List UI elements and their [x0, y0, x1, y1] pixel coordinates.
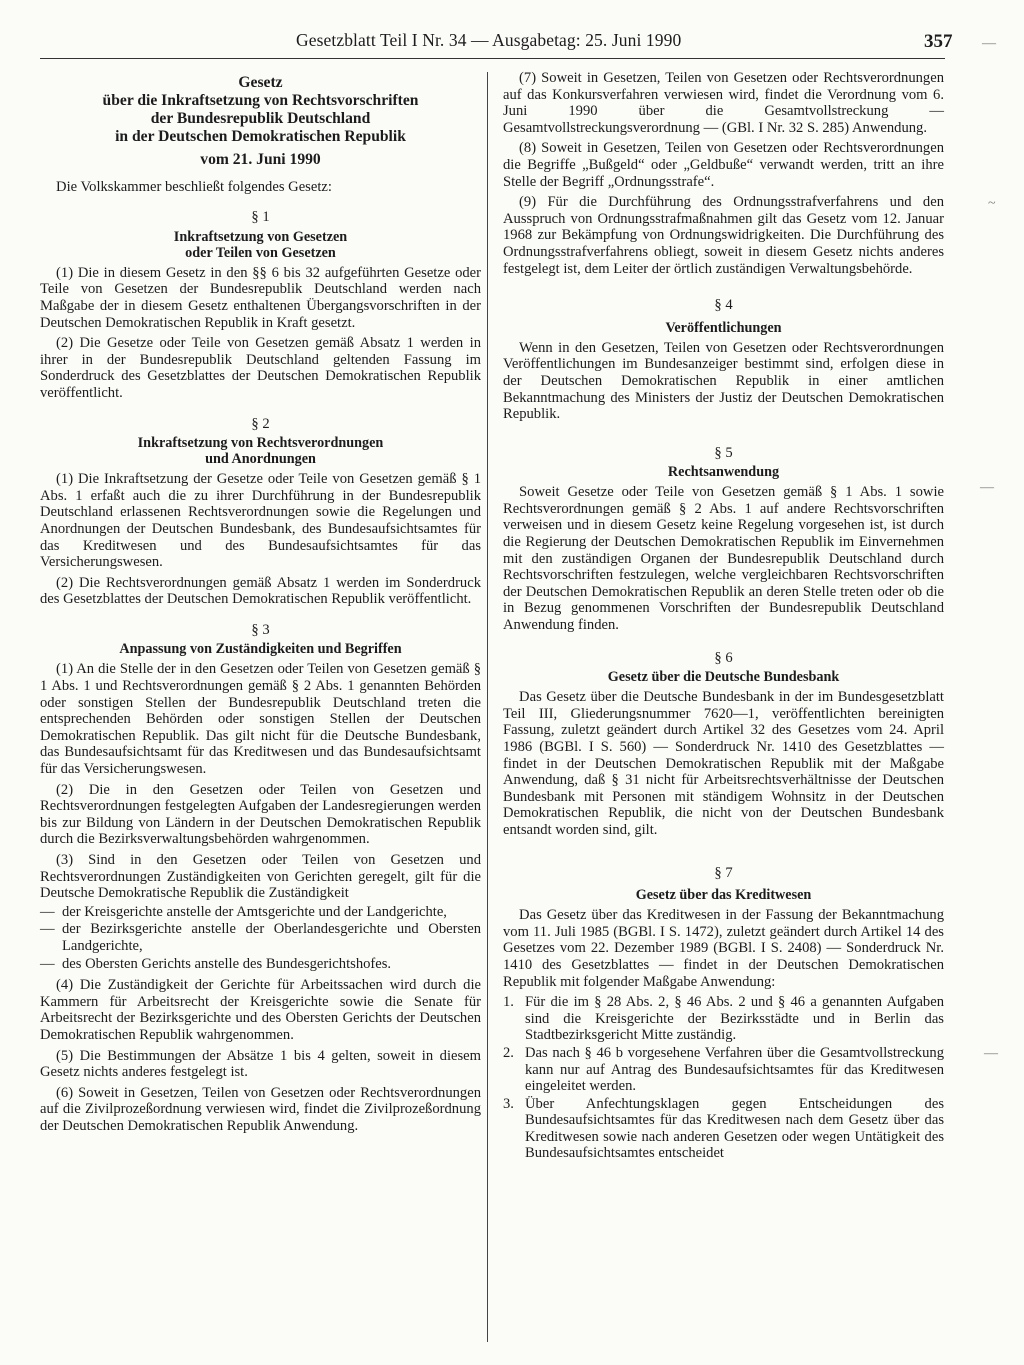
list-item-text: der Kreisgerichte anstelle der Amtsgerichte und der Landgerichte, — [62, 903, 447, 920]
section-2-paragraph-2: (2) Die Rechtsverordnungen gemäß Absatz 1 werden im Sonderdruck des Gesetzblattes der Deutschen Demokratischen Republik veröffentlicht. — [40, 574, 481, 608]
section-4-paragraph-1: Wenn in den Gesetzen, Teilen von Gesetzen oder Rechtsverordnungen Veröffentlichungen im Bundesanzeiger bestimmt sind, erfolgen diese in der Deutschen Demokratischen Republik in einer amtlichen Bekanntmachung des Ministers der Justiz der Deutschen Demokratischen Republik. — [503, 339, 944, 423]
list-item — [40, 921, 481, 954]
dash-marker: — — [40, 903, 55, 920]
list-item-text: Das nach § 46 b vorgesehene Verfahren über die Gesamtvollstreckung kann nur auf Antrag des Bundesaufsichtsamtes für das Kreditwesen eingeleitet werden. — [525, 1044, 944, 1095]
section-6-symbol: § 6 — [714, 649, 733, 666]
section-6-title: Gesetz über die Deutsche Bundesbank — [607, 669, 840, 686]
page-number: 357 — [924, 31, 953, 52]
list-item — [40, 956, 481, 973]
section-1-title — [40, 229, 481, 261]
margin-mark: ~ — [988, 196, 996, 211]
section-3-paragraph-6: (6) Soweit in Gesetzen, Teilen von Gesetzen oder Rechtsverordnungen auf die Zivilprozeßordnung verwiesen wird, findet die Zivilprozeßordnung der Deutschen Demokratischen Republik Anwendung. — [40, 1084, 481, 1134]
list-item-text: der Bezirksgerichte anstelle der Oberlandesgerichte und Obersten Landgerichte, — [62, 921, 481, 954]
section-1-symbol: § 1 — [251, 209, 270, 226]
section-3-paragraph-4: (4) Die Zuständigkeit der Gerichte für Arbeitssachen wird durch die Kammern für Arbeitsrecht der Kreisgerichte sowie die Senate für Arbeitsrecht der Bezirksgerichte und des Obersten Gerichts der Deutschen Demokratischen Republik wahrgenommen. — [40, 977, 481, 1043]
margin-mark: — — [982, 36, 996, 51]
margin-mark: — — [984, 1046, 998, 1061]
section-7-symbol: § 7 — [714, 864, 733, 881]
section-3-paragraph-8: (8) Soweit in Gesetzen, Teilen von Gesetzen oder Rechtsverordnungen die Begriffe „Bußgeld“ oder „Geldbuße“ verwandt werden, tritt an ihre Stelle der Begriff „Ordnungsstrafe“. — [503, 140, 944, 190]
law-date: vom 21. Juni 1990 — [200, 151, 321, 168]
dash-marker: — — [40, 921, 55, 938]
kreditwesen-provisions-list — [503, 994, 944, 1162]
column-divider — [487, 72, 488, 1342]
item-number: 2. — [503, 1044, 514, 1061]
law-title-line: über die Inkraftsetzung von Rechtsvorschriften — [102, 92, 419, 109]
section-2-symbol: § 2 — [251, 415, 270, 432]
section-1-paragraph-2: (2) Die Gesetze oder Teile von Gesetzen gemäß Absatz 1 werden in ihrer in der Bundesrepublik Deutschland geltenden Fassung im Sonderdruck des Gesetzblattes der Deutschen Demokratischen Republik veröffentlicht. — [40, 335, 481, 401]
header-publication-line: Gesetzblatt Teil I Nr. 34 — Ausgabetag: 25. Juni 1990 — [296, 30, 682, 50]
section-3-paragraph-2: (2) Die in den Gesetzen oder Teilen von Gesetzen und Rechtsverordnungen festgelegten Aufgaben der Landesregierungen werden bis zur Bildung von Ländern in der Deutschen Demokratischen Republik durch die Bezirksverwaltungsbehörden wahrgenommen. — [40, 781, 481, 848]
list-item — [503, 1045, 944, 1095]
section-2-title — [40, 435, 481, 467]
section-2-paragraph-1: (1) Die Inkraftsetzung der Gesetze oder Teile von Gesetzen gemäß § 1 Abs. 1 erfaßt auch die zu ihrer Durchführung in der Bundesrepublik Deutschland erlassenen Rechtsverordnungen sowie die Regelungen und Anordnungen der Deutschen Bundesbank, des Bundesaufsichtsamtes für das Kreditwesen und des Bundesaufsichtsamtes für das Versicherungswesen. — [40, 471, 481, 571]
preamble: Die Volkskammer beschließt folgendes Gesetz: — [56, 178, 332, 195]
section-5-title: Rechtsanwendung — [667, 464, 780, 481]
section-3-paragraph-1: (1) An die Stelle der in den Gesetzen oder Teilen von Gesetzen gemäß § 1 Abs. 1 und Rechtsverordnungen gemäß § 2 Abs. 1 genannten Behörden oder sonstigen Stellen der Bundesrepublik Deutschland treten die entsprechenden Behörden oder sonstigen Stellen der Deutschen Demokratischen Republik. Das gilt nicht für die Deutsche Bundesbank, das Bundesaufsichtsamt für das Kreditwesen und das Bundesaufsichtsamt für das Versicherungswesen. — [40, 661, 481, 778]
law-title-line: Gesetz — [238, 74, 283, 91]
item-number: 1. — [503, 994, 514, 1011]
margin-mark: — — [980, 480, 994, 495]
section-3-paragraph-9: (9) Für die Durchführung des Ordnungsstrafverfahrens und den Ausspruch von Ordnungsstrafmaßnahmen gilt das Gesetz vom 12. Januar 1968 zur Bekämpfung von Ordnungswidrigkeiten. Die Durchführung des Ordnungsstrafverfahrens obliegt, soweit in diesem Gesetz nichts anderes festgelegt ist, dem Leiter der örtlich zuständigen Verwaltungsbehörde. — [503, 194, 944, 277]
page-header — [0, 30, 1024, 54]
section-1-title-line: Inkraftsetzung von Gesetzen — [173, 228, 348, 245]
section-3-paragraph-3: (3) Sind in den Gesetzen oder Teilen von Gesetzen und Rechtsverordnungen Zuständigkeiten von Gerichten geregelt, gilt für die Deutsche Demokratische Republik die Zuständigkeit — [40, 852, 481, 902]
law-title — [40, 74, 481, 146]
section-4-symbol: § 4 — [714, 297, 733, 314]
section-2-title-line: und Anordnungen — [205, 451, 316, 468]
section-5-symbol: § 5 — [714, 444, 733, 461]
law-title-line: in der Deutschen Demokratischen Republik — [115, 128, 406, 145]
section-2-title-line: Inkraftsetzung von Rechtsverordnungen — [137, 435, 384, 452]
section-3-symbol: § 3 — [251, 621, 270, 638]
section-3-paragraph-5: (5) Die Bestimmungen der Absätze 1 bis 4 gelten, soweit in diesem Gesetz nichts anderes festgelegt ist. — [40, 1047, 481, 1081]
list-item — [40, 904, 481, 921]
section-1-title-line: oder Teilen von Gesetzen — [185, 244, 336, 261]
dash-marker: — — [40, 955, 55, 972]
section-3-paragraph-7: (7) Soweit in Gesetzen, Teilen von Gesetzen oder Rechtsverordnungen auf das Konkursverfahren verwiesen wird, findet die Verordnung vom 6. Juni 1990 über die Gesamtvollstreckung — Gesamtvollstreckungsverordnung — (GBl. I Nr. 32 S. 285) Anwendung. — [503, 70, 944, 136]
section-6-paragraph-1: Das Gesetz über die Deutsche Bundesbank in der im Bundesgesetzblatt Teil III, Gliederungsnummer 7620—1, veröffentlichten bereinigten Fassung, zuletzt geändert durch Artikel 32 des Gesetzes vom 24. April 1986 (BGBl. I S. 560) — Sonderdruck Nr. 1410 des Gesetzblattes — findet in der Deutschen Demokratischen Republik mit der Maßgabe Anwendung, daß § 31 nicht für Arbeitsrechtsverhältnisse der Deutschen Bundesbank mit Personen mit ständigem Wohnsitz in der Deutschen Demokratischen Republik, die nicht von der Deutschen Bundesbank entsandt worden sind, gilt. — [503, 689, 944, 838]
section-5-paragraph-1: Soweit Gesetze oder Teile von Gesetzen gemäß § 1 Abs. 1 sowie Rechtsverordnungen gemäß § 2 Abs. 1 auf andere Rechtsvorschriften verweisen und in diesem Gesetz keine Regelung vorgesehen ist, ist durch die Regierung der Deutschen Demokratischen Republik im Einvernehmen mit den zuständigen Organen der Bundesrepublik Deutschland durch Rechtsvorschriften festzulegen, welche vergleichbaren Rechtsvorschriften der Deutschen Demokratischen Republik an deren Stelle treten oder ob die in Bezug genommenen Vorschriften der Bundesrepublik Deutschland Anwendung finden. — [503, 484, 944, 634]
section-3-title: Anpassung von Zuständigkeiten und Begriffen — [119, 641, 402, 658]
left-column — [40, 70, 481, 1139]
list-item-text: des Obersten Gerichts anstelle des Bundesgerichtshofes. — [62, 955, 392, 972]
court-jurisdiction-list — [40, 904, 481, 972]
section-7-title: Gesetz über das Kreditwesen — [635, 887, 812, 904]
list-item-text: Über Anfechtungsklagen gegen Entscheidungen des Bundesaufsichtsamtes für das Kreditwesen nach dem Gesetz über das Kreditwesen sowie nach anderen Gesetzen oder wegen Untätigkeit des Bundesaufsichtsamtes entscheidet — [525, 1095, 944, 1162]
law-title-line: der Bundesrepublik Deutschland — [150, 110, 371, 127]
list-item — [503, 994, 944, 1044]
header-rule — [40, 58, 945, 59]
section-4-title: Veröffentlichungen — [665, 319, 782, 336]
section-1-paragraph-1: (1) Die in diesem Gesetz in den §§ 6 bis 32 aufgeführten Gesetze oder Teile von Gesetzen der Bundesrepublik Deutschland werden nach Maßgabe der in diesem Gesetz enthaltenen Übergangsvorschriften in der Deutschen Demokratischen Republik in Kraft gesetzt. — [40, 264, 481, 331]
list-item-text: Für die im § 28 Abs. 2, § 46 Abs. 2 und § 46 a genannten Aufgaben sind die Kreisgerichte der Bezirksstädte und in Berlin das Stadtbezirksgericht Mitte zuständig. — [525, 994, 944, 1044]
section-7-paragraph-1: Das Gesetz über das Kreditwesen in der Fassung der Bekanntmachung vom 11. Juli 1985 (BGBl. I S. 1472), zuletzt geändert durch Artikel 14 des Gesetzes vom 22. Dezember 1989 (BGBl. I S. 2408) — Sonderdruck Nr. 1410 des Gesetzblattes — findet in der Deutschen Demokratischen Republik mit folgender Maßgabe Anwendung: — [503, 907, 944, 990]
list-item — [503, 1096, 944, 1162]
right-column — [503, 70, 944, 1167]
item-number: 3. — [503, 1095, 514, 1112]
